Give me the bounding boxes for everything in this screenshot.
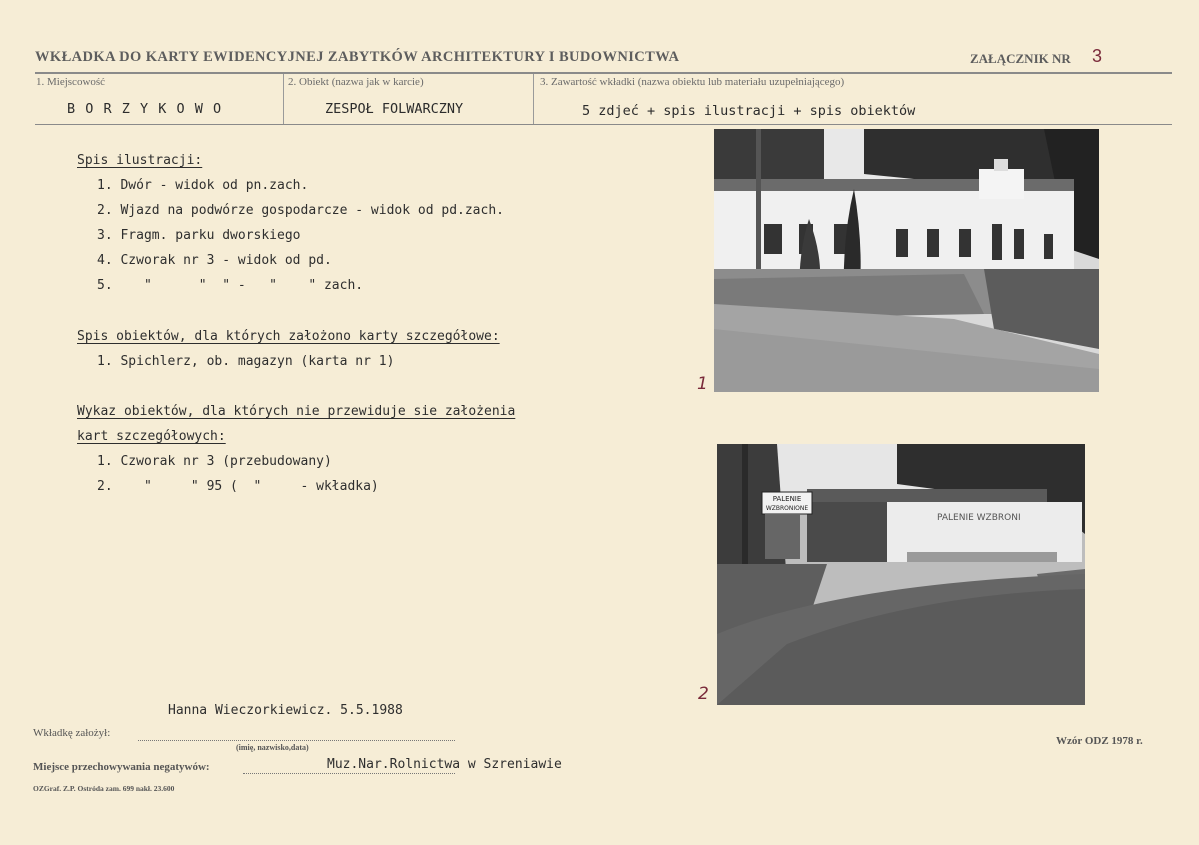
illustration-item-5: 5. " " " - " " zach. [97,278,364,293]
photo-farmyard-entrance [717,444,1085,705]
contents-value: 5 zdjeć + spis ilustracji + spis obiektów [582,103,916,119]
illustration-item-1: 1. Dwór - widok od pn.zach. [97,178,309,193]
excluded-objects-heading-line1: Wykaz obiektów, dla których nie przewiduje sie założenia [77,404,516,419]
contents-label: 3. Zawartość wkładki (nazwa obiektu lub materiału uzupełniającego) [540,76,845,88]
template-note: Wzór ODZ 1978 r. [1056,735,1143,747]
annex-label: ZAŁĄCZNIK NR [970,51,1071,66]
annex-number: 3 [1092,46,1103,66]
header-rule [35,72,1172,74]
photo2-wall-text: PALENIE WZBRONI [937,513,1021,523]
excluded-object-item-2: 2. " " 95 ( " - wkładka) [97,479,379,494]
excluded-objects-heading-line2: kart szczegółowych: [77,429,226,444]
photo-manor-house [714,129,1099,392]
fields-rule [35,124,1172,125]
form-title: WKŁADKA DO KARTY EWIDENCYJNEJ ZABYTKÓW ARCHITEKTURY I BUDOWNICTWA [35,49,680,65]
illustration-item-3: 3. Fragm. parku dworskiego [97,228,301,243]
locality-value: B O R Z Y K O W O [67,101,223,117]
negatives-dotted-line [243,773,455,774]
photo2-sign-text-1: PALENIE [772,495,802,503]
negatives-value: Muz.Nar.Rolnictwa w Szreniawie [327,757,562,772]
illustrations-heading: Spis ilustracji: [77,153,203,168]
excluded-object-item-1: 1. Czworak nr 3 (przebudowany) [97,454,332,469]
locality-label: 1. Miejscowość [36,76,106,88]
author-dotted-line [138,740,455,741]
illustration-item-4: 4. Czworak nr 3 - widok od pd. [97,253,332,268]
object-value: ZESPOŁ FOLWARCZNY [325,101,464,117]
author-value: Hanna Wieczorkiewicz. 5.5.1988 [168,703,403,718]
photo2-sign-text-2: WZBRONIONE [765,505,809,512]
photo-number-1: 1 [697,374,708,394]
author-label: Wkładkę założył: [33,727,111,739]
negatives-label: Miejsce przechowywania negatywów: [33,761,210,773]
detailed-object-item-1: 1. Spichlerz, ob. magazyn (karta nr 1) [97,354,395,369]
printer-note: OZGraf. Z.P. Ostróda zam. 699 nakł. 23.600 [33,784,175,793]
author-caption: (imię, nazwisko,data) [236,743,309,752]
detailed-objects-heading: Spis obiektów, dla których założono karty szczegółowe: [77,329,500,344]
object-label: 2. Obiekt (nazwa jak w karcie) [288,76,424,88]
illustration-item-2: 2. Wjazd na podwórze gospodarcze - widok od pd.zach. [97,203,504,218]
field-divider-1 [283,74,284,124]
photo-number-2: 2 [698,684,709,704]
field-divider-2 [533,74,534,124]
